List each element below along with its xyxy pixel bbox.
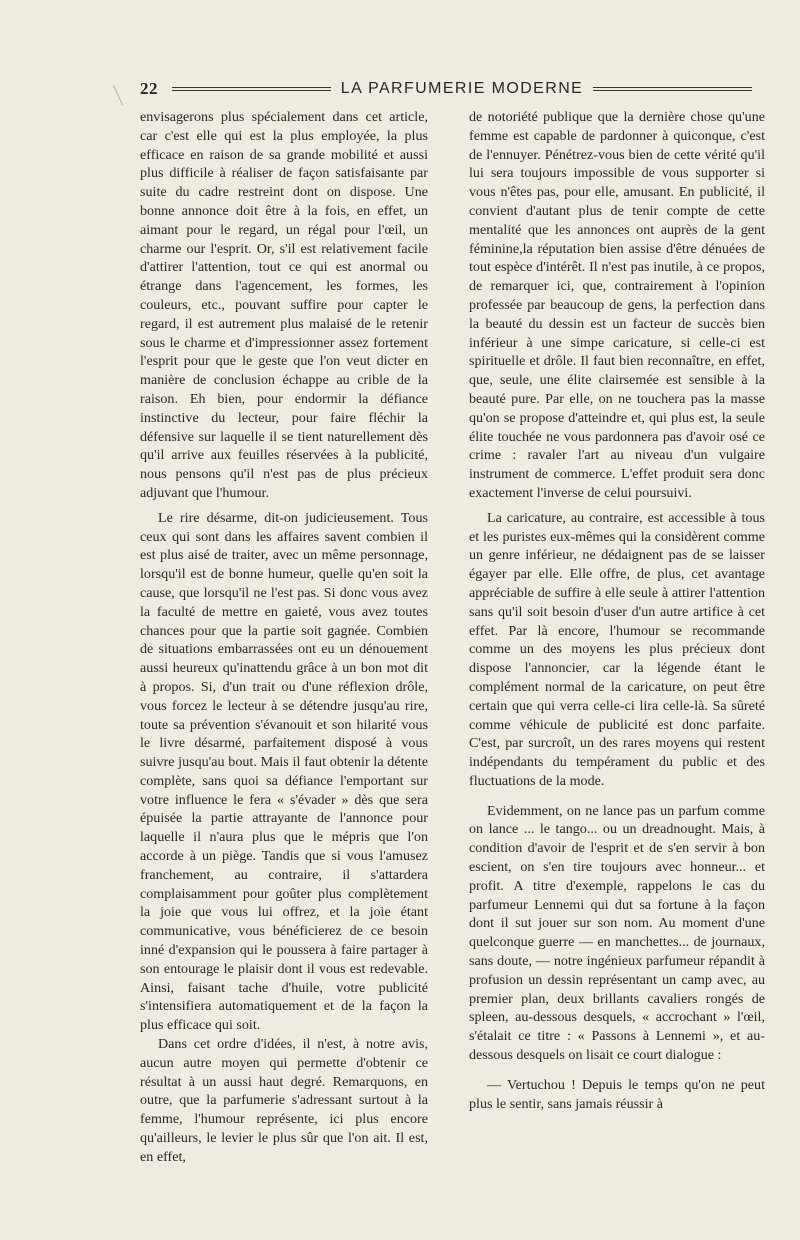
right-paragraph-1: de notoriété publique que la dernière chose qu'une femme est capable de pardonner à quiconque, c'est de l'ennuyer. Pénétrez-vous bien de cette vérité qu'il lui sera toujours impossible de vous supporter si vous n'êtes pas, pour elle, amusant. En publicité, il convient d'autant plus de tenir compte de cette mentalité que les annonces ont auprès de la gent féminine,la réputation bien assise d'être dénuées de tout espèce d'intérêt. Il n'est pas inutile, à ce propos, de remarquer ici, que, contrairement à l'opinion professée par beaucoup de gens, la perfection dans la beauté du dessin est un facteur de succès bien inférieur à une simpe caricature, si celle-ci est spirituelle et drôle. Il faut bien reconnaître, en effet, que, seule, une élite clairsemée est sensible à la beauté pure. Par elle, on ne touchera pas la masse qu'on se propose d'atteindre et, qui plus est, la seule élite touchée ne vous pardonnera pas d'avoir osé ce crime : ravaler l'art au niveau d'un vulgaire instrument de commerce. L'effet produit sera donc exactement l'inverse de celui poursuivi. [469, 109, 765, 501]
right-column [469, 108, 765, 1113]
page-edge-mark [113, 81, 132, 106]
right-paragraph-3: Evidemment, on ne lance pas un parfum comme on lance ... le tango... ou un dreadnought. Mais, à condition d'avoir de l'esprit et de s'en servir à bon escient, on s'en tire toujours avec honneur... et profit. A titre d'exemple, rappelons le cas du parfumeur Lennemi qui dut sa fortune à la façon dont il sut jouer sur son nom. Au moment d'une quelconque guerre — en manchettes... de journaux, sans doute, — notre ingénieux parfumeur répandit à profusion un dessin représentant un camp avec, au premier plan, deux brillants cavaliers rongés de spleen, au-dessous desquels, « accrochant » l'œil, s'étalait ce titre : « Passons à Lennemi », et au-dessous desquels on lisait ce court dialogue : [469, 802, 765, 1064]
left-paragraph-3: Dans cet ordre d'idées, il n'est, à notre avis, aucun autre moyen qui permette d'obtenir ce résultat à un aussi haut degré. Remarquons, en outre, que la parfumerie s'adressant surtout à la femme, l'humour représente, ici plus encore qu'ailleurs, le levier le plus sûr que l'on ait. Il est, en effet, [140, 1036, 428, 1165]
header-rule-right [593, 87, 752, 91]
left-paragraph-2: Le rire désarme, dit-on judicieusement. Tous ceux qui sont dans les affaires savent combien il est plus aisé de traiter, avec un même personnage, lorsqu'il est de bonne humeur, quelle qu'en soit la cause, que lorsqu'il ne l'est pas. Si donc vous avez la faculté de mettre en gaieté, vous avez toutes chances pour que la partie soit gagnée. Combien de situations embarrassées ont eu un dénouement aussi heureux qu'inattendu grâce à un bon mot dit à propos. Si, d'un trait ou d'une réflexion drôle, vous forcez le lecteur à se détendre jusqu'au rire, toute sa prévention s'évanouit et son hilarité vous le livre désarmé, parfaitement disposé à vous suivre jusqu'au bout. Mais il faut obtenir la détente complète, sans quoi sa défiance l'emportant sur votre influence le fera « s'évader » dès que sera épuisée la partie attrayante de l'annonce pour laquelle il n'aura plus que le mépris que l'on accorde à un piège. Tandis que si vous l'amusez franchement, au contraire, il s'attardera complaisamment pour goûter plus complètement la joie que vous lui offrez, et la joie étant communicative, vous bénéficierez de ce besoin inné d'expansion qui le poussera à faire partager à son entourage le plaisir dont il vous est redevable. Ainsi, faisant tache d'huile, votre publicité s'intensifiera automatiquement et de la façon la plus efficace qui soit. [140, 509, 428, 1034]
running-header [140, 78, 762, 100]
header-rule-left [172, 87, 331, 91]
page-number: 22 [140, 79, 158, 98]
right-paragraph-2: La caricature, au contraire, est accessible à tous et les puristes eux-mêmes qui la considèrent comme un genre inférieur, ne dédaignent pas de se laisser égayer par elle. Elle offre, de plus, cet avantage appréciable de suffire à elle seule à attirer l'attention sans qu'il soit besoin d'user d'un autre artifice à cet effet. Par là encore, l'humour se recommande comme un des moyens les plus précieux dont dispose l'annoncier, car la légende étant le complément normal de la caricature, on peut être certain que qui verra celle-ci lira celle-là. Sa sûreté comme véhicule de publicité est donc parfaite. C'est, par surcroît, un des rares moyens qui restent indépendants du tempérament du public et des fluctuations de la mode. [469, 509, 765, 789]
left-paragraph-1: envisagerons plus spécialement dans cet article, car c'est elle qui est la plus employée, la plus efficace en raison de sa grande mobilité et aussi plus difficile à réaliser de façon satisfaisante par suite du cadre restreint dont on dispose. Une bonne annonce doit être à la fois, en effet, un aimant pour le regard, un régal pour l'œil, un charme our l'esprit. Or, s'il est relativement facile d'attirer l'attention, tout ce qui est anormal ou étrange dans l'agencement, les formes, les couleurs, etc., pouvant suffire pour capter le regard, il est autrement plus malaisé de le retenir sous le charme et d'impressionner assez fortement l'esprit pour que le geste que l'on veut dicter en manière de conclusion échappe au crible de la raison. Eh bien, pour endormir la défiance instinctive du lecteur, pour faire fléchir la défensive sur laquelle il se tient naturellement dès qu'il arrive aux feuilles réservées à la publicité, nous pensons qu'il n'est pas de plus précieux adjuvant que l'humour. [140, 109, 428, 501]
journal-title: LA PARFUMERIE MODERNE [340, 80, 584, 97]
right-paragraph-4: — Vertuchou ! Depuis le temps qu'on ne peut plus le sentir, sans jamais réussir à [469, 1076, 765, 1112]
left-column [140, 108, 428, 1167]
